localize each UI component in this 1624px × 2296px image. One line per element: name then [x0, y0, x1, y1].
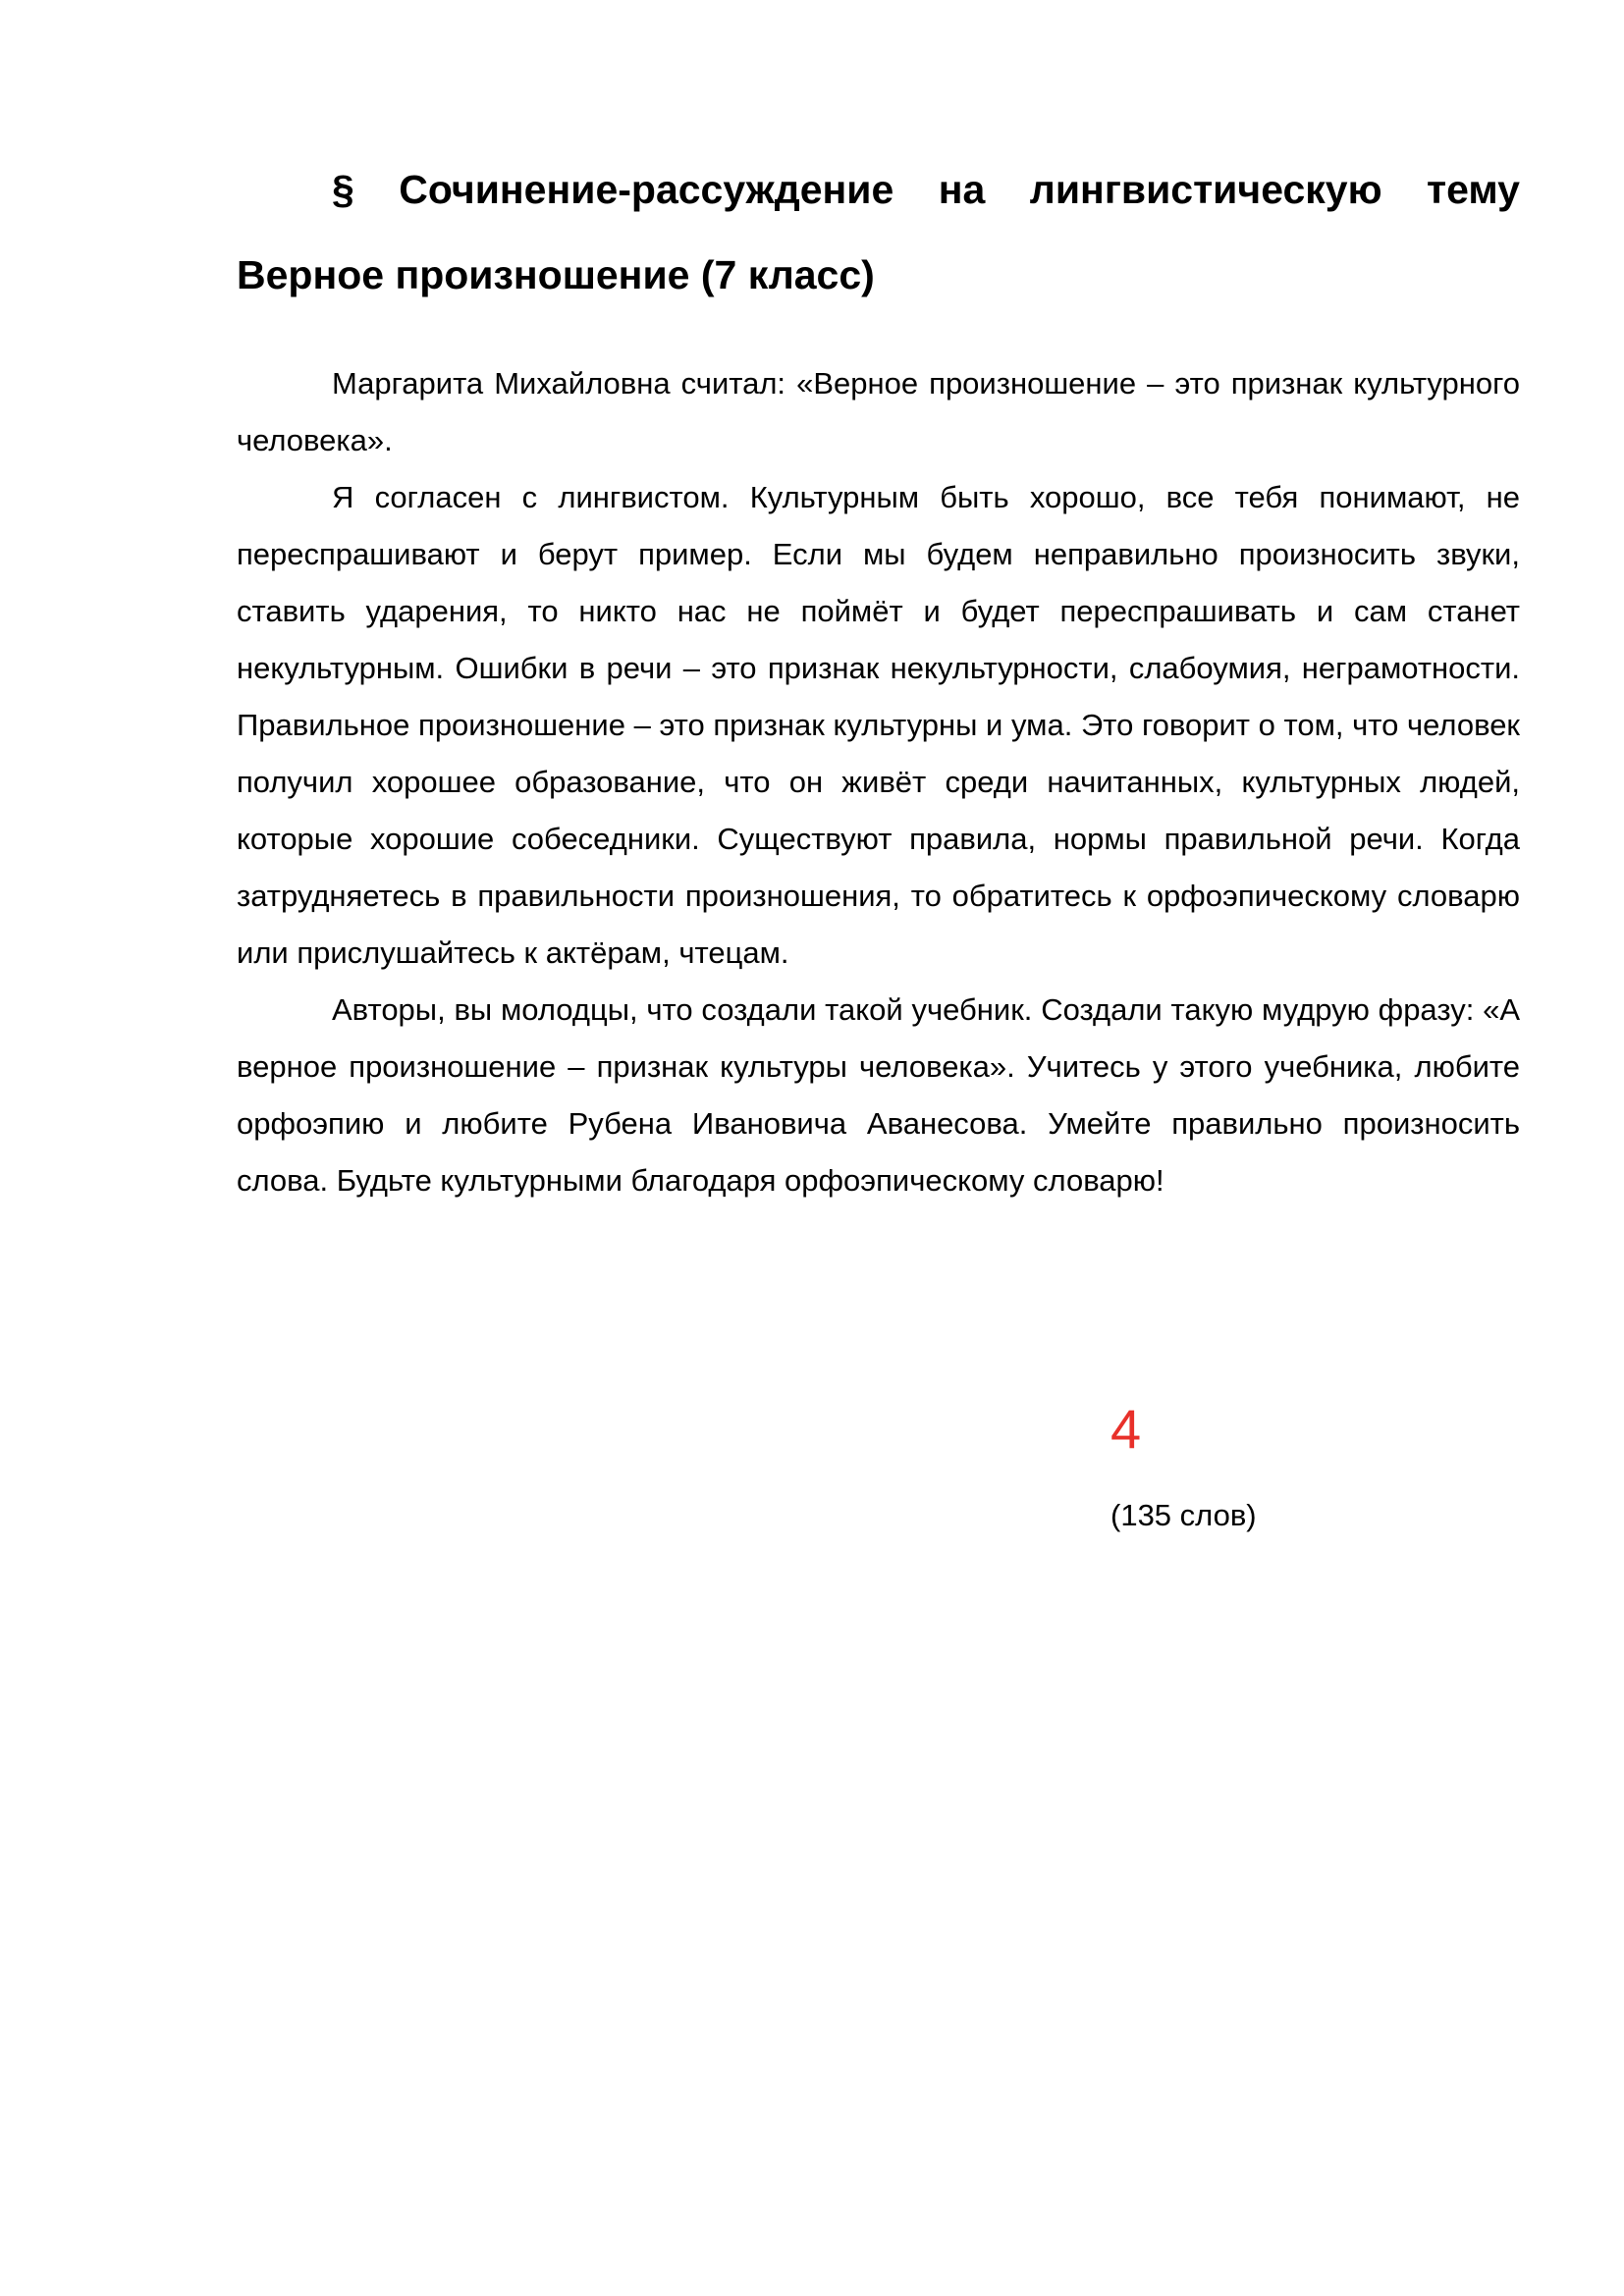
essay-title: § Сочинение-рассуждение на лингвистическую тему Верное произношение (7 класс) — [237, 167, 1520, 297]
essay-paragraph-1: Маргарита Михайловна считал: «Верное произношение – это признак культурного человека». — [237, 366, 1520, 457]
essay-content — [237, 147, 1520, 1209]
grade-mark: 4 — [1110, 1398, 1142, 1460]
essay-paragraph-2: Я согласен с лингвистом. Культурным быть хорошо, все тебя понимают, не переспрашивают и берут пример. Если мы будем неправильно произносить звуки, ставить ударения, то никто нас не поймёт и будет переспрашивать и сам станет некультурным. Ошибки в речи – это признак некультурности, слабоумия, неграмотности. Правильное произношение – это признак культурны и ума. Это говорит о том, что человек получил хорошее образование, что он живёт среди начитанных, культурных людей, которые хорошие собеседники. Существуют правила, нормы правильной речи. Когда затрудняетесь в правильности произношения, то обратитесь к орфоэпическому словарю или прислушайтесь к актёрам, чтецам. — [237, 480, 1520, 970]
essay-paragraph-3: Авторы, вы молодцы, что создали такой учебник. Создали такую мудрую фразу: «А верное произношение – признак культуры человека». Учитесь у этого учебника, любите орфоэпию и любите Рубена Ивановича Аванесова. Умейте правильно произносить слова. Будьте культурными благодаря орфоэпическому словарю! — [237, 992, 1520, 1198]
word-count: (135 слов) — [1110, 1498, 1257, 1532]
essay-body — [237, 355, 1520, 1209]
